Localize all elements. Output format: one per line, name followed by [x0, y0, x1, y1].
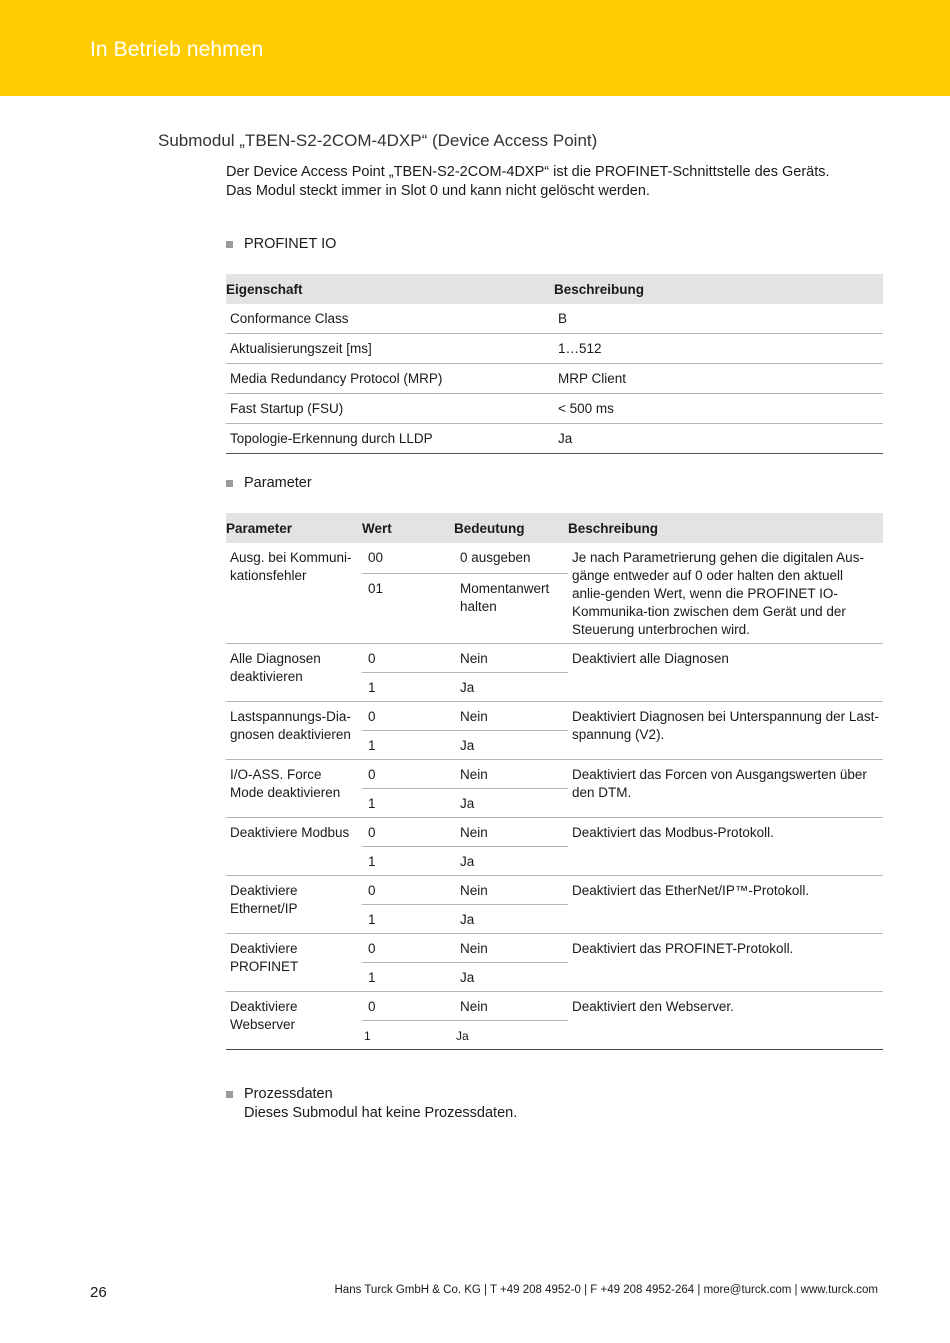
square-bullet-icon	[226, 241, 233, 248]
cell-description: Deaktiviert das PROFINET-Protokoll.	[568, 934, 883, 992]
table-row	[226, 934, 883, 963]
cell-description: Deaktiviert das Modbus-Protokoll.	[568, 818, 883, 876]
chapter-title: In Betrieb nehmen	[90, 38, 264, 61]
cell-value: 1	[362, 673, 454, 702]
cell-value: 0	[362, 702, 454, 731]
table-row	[226, 760, 883, 789]
cell-property: Aktualisierungszeit [ms]	[226, 334, 554, 364]
cell-value: 1	[362, 963, 454, 992]
cell-parameter: Deaktiviere Modbus	[226, 818, 362, 876]
cell-description: Deaktiviert das EtherNet/IP™-Protokoll.	[568, 876, 883, 934]
intro-line-2: Das Modul steckt immer in Slot 0 und kann nicht gelöscht werden.	[226, 183, 650, 199]
table-row	[226, 644, 883, 673]
cell-value: 0	[362, 818, 454, 847]
cell-description: Deaktiviert Diagnosen bei Unterspannung der Last-spannung (V2).	[568, 702, 883, 760]
cell-value: 1	[362, 847, 454, 876]
cell-parameter: Deaktiviere Webserver	[226, 992, 362, 1050]
header-cell: Parameter	[226, 513, 362, 543]
cell-parameter: Deaktiviere PROFINET	[226, 934, 362, 992]
bullet-subtext: Dieses Submodul hat keine Prozessdaten.	[244, 1105, 518, 1121]
cell-property: Media Redundancy Protocol (MRP)	[226, 364, 554, 394]
cell-meaning: Nein	[454, 644, 568, 673]
table-row	[226, 394, 883, 424]
square-bullet-icon	[226, 480, 233, 487]
cell-meaning: Nein	[454, 876, 568, 905]
table-row	[226, 334, 883, 364]
table-row	[226, 992, 883, 1021]
cell-meaning: Nein	[454, 760, 568, 789]
bullet-label: Prozessdaten	[244, 1086, 333, 1102]
cell-meaning: Momentanwert halten	[454, 574, 568, 644]
cell-value: 1	[362, 905, 454, 934]
cell-meaning: Ja	[454, 1021, 568, 1050]
bullet-label: Parameter	[244, 475, 312, 491]
intro-text	[226, 163, 830, 201]
cell-description: Deaktiviert das Forcen von Ausgangswerten über den DTM.	[568, 760, 883, 818]
table-row	[226, 702, 883, 731]
cell-value: 0	[362, 760, 454, 789]
square-bullet-icon	[226, 1091, 233, 1098]
cell-property: Topologie-Erkennung durch LLDP	[226, 424, 554, 454]
intro-line-1: Der Device Access Point „TBEN-S2-2COM-4DXP“ ist die PROFINET-Schnittstelle des Geräts.	[226, 164, 830, 180]
cell-description: < 500 ms	[554, 394, 883, 424]
header-cell: Wert	[362, 513, 454, 543]
footer-contact: Hans Turck GmbH & Co. KG | T +49 208 4952-0 | F +49 208 4952-264 | more@turck.com | www.turck.com	[334, 1284, 878, 1296]
cell-value: 1	[362, 731, 454, 760]
cell-description: Deaktiviert alle Diagnosen	[568, 644, 883, 702]
header-cell: Beschreibung	[554, 274, 883, 304]
cell-parameter: Deaktiviere Ethernet/IP	[226, 876, 362, 934]
table-row	[226, 304, 883, 334]
parameter-table	[226, 513, 883, 1050]
cell-parameter: Ausg. bei Kommuni-kationsfehler	[226, 543, 362, 644]
table-row	[226, 424, 883, 454]
cell-value: 1	[362, 789, 454, 818]
cell-meaning: Ja	[454, 789, 568, 818]
header-cell: Bedeutung	[454, 513, 568, 543]
header-cell: Eigenschaft	[226, 274, 554, 304]
cell-description: 1…512	[554, 334, 883, 364]
cell-description: MRP Client	[554, 364, 883, 394]
cell-parameter: Lastspannungs-Dia-gnosen deaktivieren	[226, 702, 362, 760]
cell-description: Ja	[554, 424, 883, 454]
cell-parameter: Alle Diagnosen deaktivieren	[226, 644, 362, 702]
section-title: Submodul „TBEN-S2-2COM-4DXP“ (Device Access Point)	[158, 131, 598, 150]
cell-description: B	[554, 304, 883, 334]
cell-meaning: Ja	[454, 673, 568, 702]
cell-meaning: Ja	[454, 905, 568, 934]
cell-description: Je nach Parametrierung gehen die digitalen Aus-gänge entweder auf 0 oder halten den aktuell anlie-genden Wert, wenn die PROFINET IO-Kommunika-tion zwischen dem Gerät und der Steuerung unterbrochen wird.	[568, 543, 883, 644]
cell-property: Conformance Class	[226, 304, 554, 334]
table-header-row	[226, 274, 883, 304]
table-header-row	[226, 513, 883, 543]
cell-value: 0	[362, 934, 454, 963]
cell-meaning: Nein	[454, 818, 568, 847]
table-row	[226, 364, 883, 394]
page-number: 26	[90, 1284, 107, 1301]
cell-meaning: Nein	[454, 992, 568, 1021]
header-cell: Beschreibung	[568, 513, 883, 543]
cell-value: 00	[362, 543, 454, 574]
cell-meaning: Nein	[454, 934, 568, 963]
cell-value: 0	[362, 876, 454, 905]
cell-meaning: Ja	[454, 847, 568, 876]
cell-value: 0	[362, 992, 454, 1021]
bullet-label: PROFINET IO	[244, 236, 337, 252]
cell-parameter: I/O-ASS. Force Mode deaktivieren	[226, 760, 362, 818]
cell-value: 0	[362, 644, 454, 673]
cell-meaning: Nein	[454, 702, 568, 731]
profinet-table	[226, 274, 883, 454]
table-row	[226, 543, 883, 574]
table-row	[226, 876, 883, 905]
cell-meaning: 0 ausgeben	[454, 543, 568, 574]
table-row	[226, 818, 883, 847]
cell-meaning: Ja	[454, 963, 568, 992]
cell-description: Deaktiviert den Webserver.	[568, 992, 883, 1050]
cell-property: Fast Startup (FSU)	[226, 394, 554, 424]
cell-value: 1	[362, 1021, 454, 1050]
cell-meaning: Ja	[454, 731, 568, 760]
cell-value: 01	[362, 574, 454, 644]
